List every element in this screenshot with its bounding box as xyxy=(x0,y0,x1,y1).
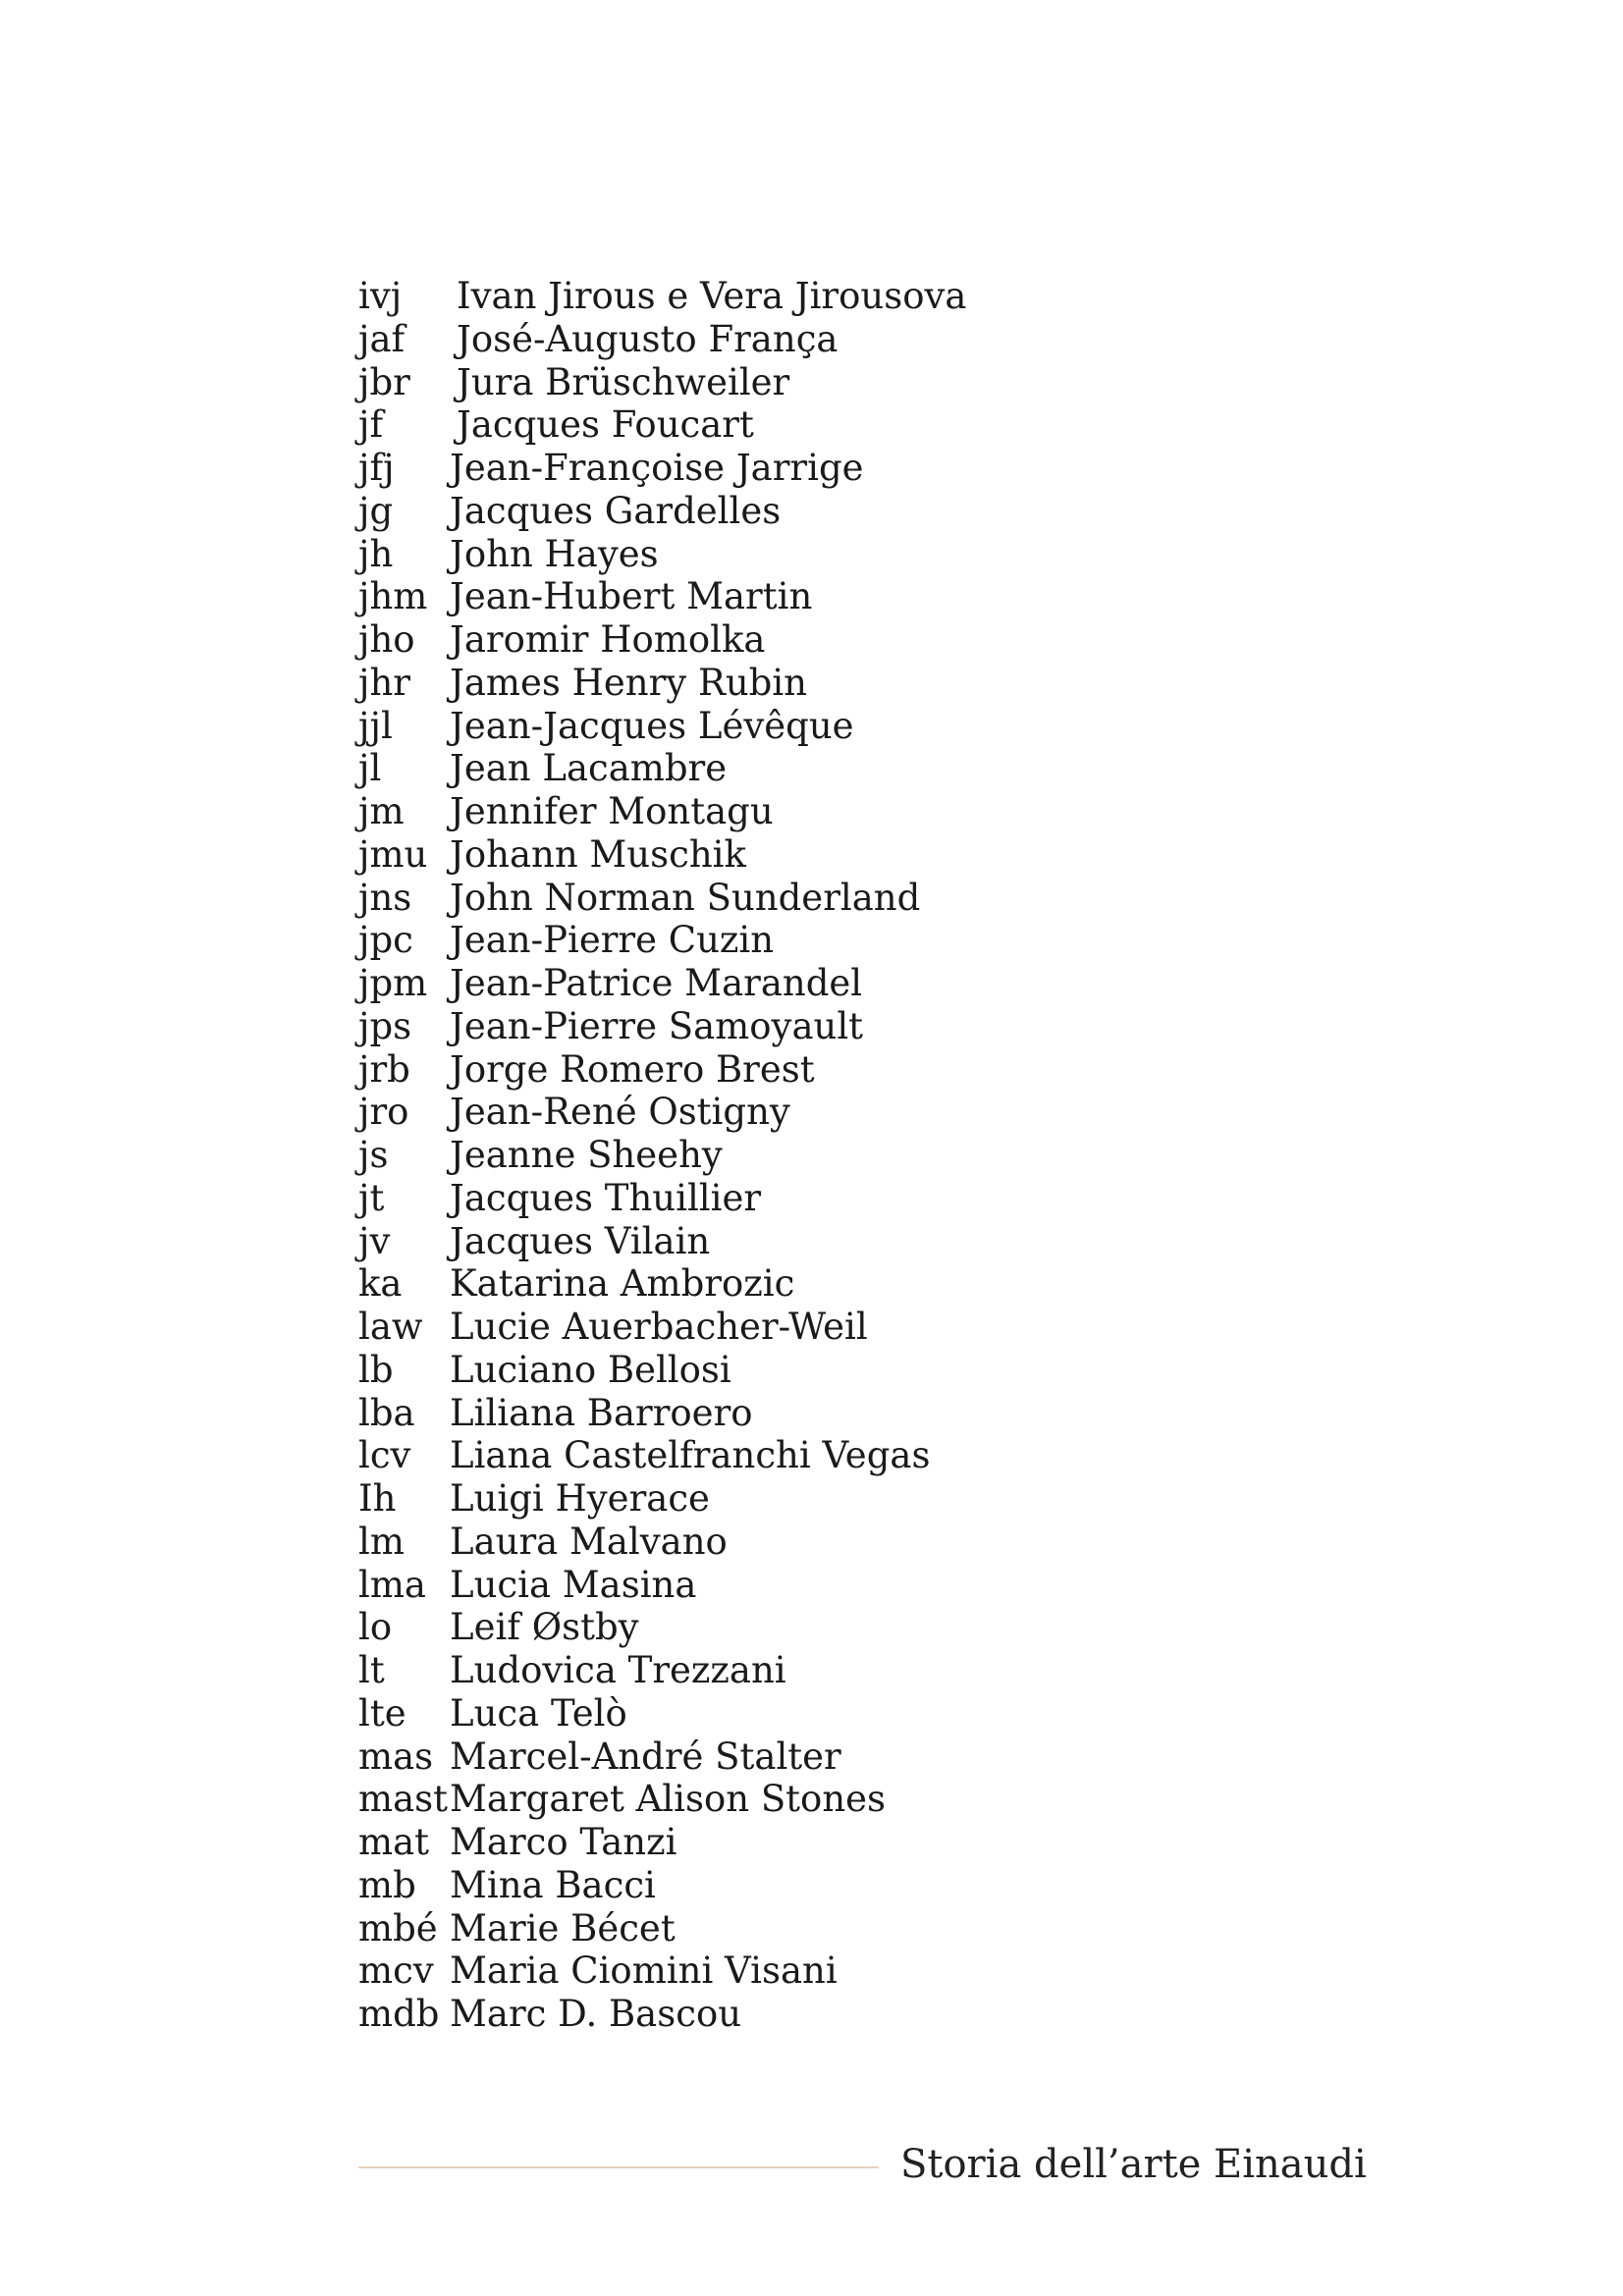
entry-abbreviation: jh xyxy=(358,532,394,575)
entry-name: Jean-Pierre Samoyault xyxy=(450,1004,864,1047)
entry-name: Ludovica Trezzani xyxy=(450,1649,786,1691)
entry-abbreviation: mat xyxy=(358,1821,430,1863)
list-item xyxy=(358,1220,1340,1263)
list-item xyxy=(358,1821,1340,1864)
entry-abbreviation: jhm xyxy=(358,575,428,618)
list-item xyxy=(358,833,1340,877)
entry-abbreviation: jt xyxy=(358,1176,385,1219)
entry-abbreviation: jpc xyxy=(358,919,413,962)
entry-name: Laura Malvano xyxy=(450,1520,728,1563)
entry-abbreviation: mast xyxy=(358,1778,449,1821)
entry-abbreviation: jf xyxy=(358,403,384,447)
list-item xyxy=(358,1521,1340,1564)
entry-abbreviation: lcv xyxy=(358,1434,411,1477)
list-item xyxy=(358,1477,1340,1521)
list-item xyxy=(358,1392,1340,1435)
entry-name: Jean Lacambre xyxy=(450,747,728,790)
entry-name: Jura Brüschweiler xyxy=(457,360,790,403)
entry-abbreviation: jjl xyxy=(358,704,393,747)
entry-abbreviation: jfj xyxy=(358,447,395,489)
entry-name: Marc D. Bascou xyxy=(450,1993,742,2035)
entry-abbreviation: jhr xyxy=(358,661,410,704)
entry-abbreviation: lo xyxy=(358,1606,393,1649)
entry-abbreviation: mb xyxy=(358,1863,416,1906)
list-item xyxy=(358,1778,1340,1821)
entry-abbreviation: jrb xyxy=(358,1047,410,1091)
entry-name: Ivan Jirous e Vera Jirousova xyxy=(457,275,967,317)
entry-name: Liliana Barroero xyxy=(450,1391,753,1434)
entry-name: Leif Østby xyxy=(450,1606,639,1649)
entry-name: Jean-René Ostigny xyxy=(450,1091,790,1134)
list-item xyxy=(358,575,1340,618)
entry-abbreviation: lte xyxy=(358,1691,406,1735)
list-item xyxy=(358,533,1340,576)
entry-name: James Henry Rubin xyxy=(450,661,808,704)
entry-name: Jennifer Montagu xyxy=(450,790,774,832)
entry-name: John Hayes xyxy=(450,532,659,575)
entry-abbreviation: law xyxy=(358,1306,423,1348)
list-item xyxy=(358,1649,1340,1692)
entry-name: Marie Bécet xyxy=(450,1906,676,1949)
entry-name: Luciano Bellosi xyxy=(450,1348,731,1391)
entry-name: Jean-Patrice Marandel xyxy=(450,962,863,1004)
list-item xyxy=(358,1306,1340,1349)
entry-name: Jorge Romero Brest xyxy=(450,1047,815,1091)
entry-abbreviation: jv xyxy=(358,1219,391,1262)
footer-publication-title: Storia dell’arte Einaudi xyxy=(900,2142,1367,2187)
list-item xyxy=(358,662,1340,705)
list-item xyxy=(358,1005,1340,1048)
entry-name: Lucie Auerbacher-Weil xyxy=(450,1306,868,1348)
entry-name: Jean-Jacques Lévêque xyxy=(450,704,854,747)
entry-name: Jean-Hubert Martin xyxy=(450,575,813,618)
entry-name: Jeanne Sheehy xyxy=(450,1134,723,1176)
entry-abbreviation: lm xyxy=(358,1520,405,1563)
entry-name: John Norman Sunderland xyxy=(450,876,921,919)
list-item xyxy=(358,747,1340,790)
list-item xyxy=(358,1606,1340,1649)
entry-abbreviation: mcv xyxy=(358,1949,434,1993)
entry-name: Johann Muschik xyxy=(450,832,746,876)
entry-abbreviation: jl xyxy=(358,747,382,790)
list-item xyxy=(358,1134,1340,1177)
list-item xyxy=(358,1735,1340,1779)
list-item xyxy=(358,618,1340,662)
list-item xyxy=(358,447,1340,490)
entry-name: Lucia Masina xyxy=(450,1563,697,1606)
entry-abbreviation: mas xyxy=(358,1735,434,1778)
entry-abbreviation: lma xyxy=(358,1563,426,1606)
entry-name: Luca Telò xyxy=(450,1691,627,1735)
entry-abbreviation: Ih xyxy=(358,1477,397,1520)
author-abbreviation-list xyxy=(358,275,1340,2036)
entry-abbreviation: jpm xyxy=(358,962,428,1004)
list-item xyxy=(358,361,1340,404)
list-item xyxy=(358,1262,1340,1306)
entry-name: Mina Bacci xyxy=(450,1863,656,1906)
entry-abbreviation: jho xyxy=(358,618,415,661)
entry-abbreviation: jmu xyxy=(358,832,428,876)
entry-name: Jean-Françoise Jarrige xyxy=(450,447,864,489)
entry-name: Jacques Vilain xyxy=(450,1219,711,1262)
entry-name: Marcel-André Stalter xyxy=(450,1735,841,1778)
entry-abbreviation: jm xyxy=(358,790,405,832)
entry-name: José-Augusto França xyxy=(457,317,839,360)
entry-abbreviation: jro xyxy=(358,1091,409,1134)
entry-abbreviation: ivj xyxy=(358,275,403,317)
entry-name: Katarina Ambrozic xyxy=(450,1262,795,1306)
list-item xyxy=(358,1434,1340,1477)
list-item xyxy=(358,1864,1340,1907)
entry-name: Marco Tanzi xyxy=(450,1821,677,1863)
entry-abbreviation: jps xyxy=(358,1004,412,1047)
footer-divider xyxy=(358,2166,879,2168)
entry-name: Jean-Pierre Cuzin xyxy=(450,919,775,962)
list-item xyxy=(358,1692,1340,1735)
list-item xyxy=(358,1907,1340,1950)
list-item xyxy=(358,1949,1340,1993)
entry-abbreviation: js xyxy=(358,1134,389,1176)
entry-name: Jacques Thuillier xyxy=(450,1176,762,1219)
list-item xyxy=(358,1993,1340,2036)
list-item xyxy=(358,403,1340,447)
list-item xyxy=(358,1564,1340,1607)
entry-abbreviation: mbé xyxy=(358,1906,438,1949)
list-item xyxy=(358,790,1340,833)
entry-name: Margaret Alison Stones xyxy=(450,1778,887,1821)
entry-name: Jacques Foucart xyxy=(457,403,754,447)
entry-name: Maria Ciomini Visani xyxy=(450,1949,838,1993)
entry-abbreviation: jns xyxy=(358,876,412,919)
entry-abbreviation: jbr xyxy=(358,360,410,403)
list-item xyxy=(358,318,1340,361)
entry-abbreviation: jg xyxy=(358,489,394,532)
entry-name: Jacques Gardelles xyxy=(450,489,782,532)
entry-abbreviation: ka xyxy=(358,1262,403,1306)
entry-abbreviation: jaf xyxy=(358,317,406,360)
list-item xyxy=(358,1048,1340,1092)
entry-name: Jaromir Homolka xyxy=(450,618,766,661)
list-item xyxy=(358,1349,1340,1392)
list-item xyxy=(358,705,1340,748)
list-item xyxy=(358,962,1340,1005)
list-item xyxy=(358,490,1340,533)
entry-abbreviation: lba xyxy=(358,1391,415,1434)
list-item xyxy=(358,1177,1340,1220)
entry-abbreviation: mdb xyxy=(358,1993,440,2035)
entry-abbreviation: lt xyxy=(358,1649,385,1691)
entry-name: Liana Castelfranchi Vegas xyxy=(450,1434,931,1477)
list-item xyxy=(358,275,1340,318)
entry-abbreviation: lb xyxy=(358,1348,394,1391)
entry-name: Luigi Hyerace xyxy=(450,1477,710,1520)
list-item xyxy=(358,877,1340,920)
list-item xyxy=(358,1091,1340,1134)
list-item xyxy=(358,919,1340,962)
